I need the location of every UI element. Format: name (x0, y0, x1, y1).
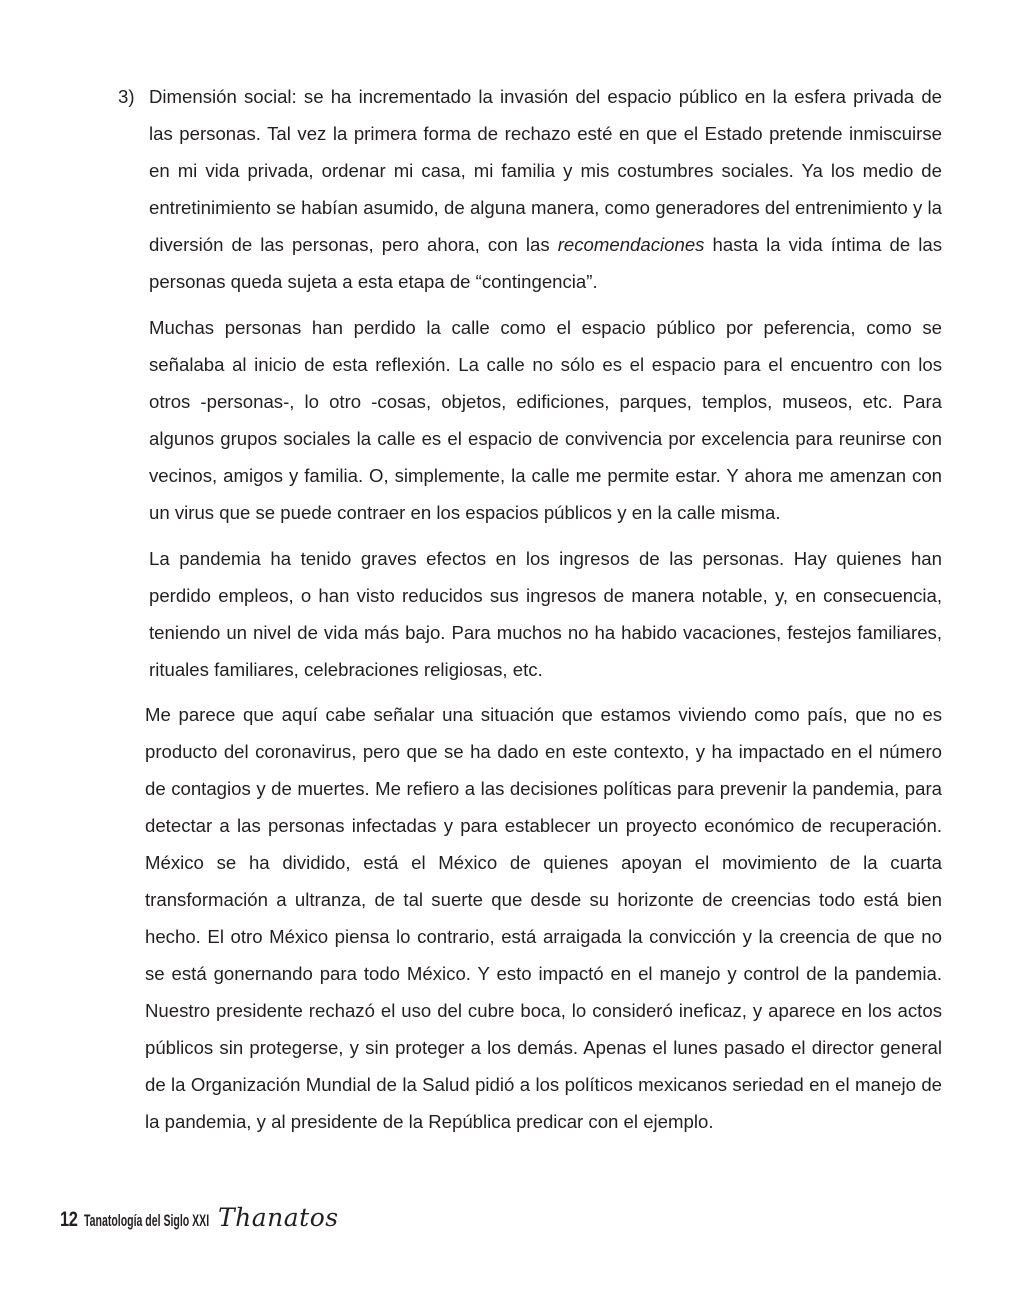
paragraph-political-decisions: Me parece que aquí cabe señalar una situación que estamos viviendo como país, que no es producto del coronavirus, pero que se ha dado en este contexto, y ha impactado en el número de contagios y de muertes. Me refiero a las decisiones políticas para prevenir la pandemia, para detectar a las personas infectadas y para establecer un proyecto económico de recuperación. México se ha dividido, está el México de quienes apoyan el movimiento de la cuarta transformación a ultranza, de tal suerte que desde su horizonte de creencias todo está bien hecho. El otro México piensa lo contrario, está arraigada la convicción y la creencia de que no se está gonernando para todo México. Y esto impactó en el manejo y control de la pandemia. Nuestro presidente rechazó el uso del cubre boca, lo consideró ineficaz, y aparece en los actos públicos sin protegerse, y sin proteger a los demás. Apenas el lunes pasado el director general de la Organización Mundial de la Salud pidió a los políticos mexicanos seriedad en el manejo de la pandemia, y al presidente de la República predicar con el ejemplo. (145, 704, 942, 1132)
paragraph-text: Dimensión social: se ha incrementado la invasión del espacio público en la esfera privada de las personas. Tal vez la primera forma de rechazo esté en que el Estado pretende inmiscuirse en mi vida privada, ordenar mi casa, mi familia y mis costumbres sociales. Ya los medio de entretinimiento se habían asumido, de alguna manera, como generadores del entrenimiento y la diversión de las personas, pero ahora, con las (149, 86, 942, 255)
italic-emphasis: recomendaciones (557, 234, 705, 255)
paragraph-income-effects: La pandemia ha tenido graves efectos en los ingresos de las personas. Hay quienes han perdido empleos, o han visto reducidos sus ingresos de manera notable, y, en consecuencia, teniendo un nivel de vida más bajo. Para muchos no ha habido vacaciones, festejos familiares, rituales familiares, celebraciones religiosas, etc. (149, 548, 942, 680)
journal-name: Tanatología del Siglo XXI (84, 1211, 210, 1230)
paragraph-social-dimension (149, 78, 942, 300)
list-item-body (149, 78, 942, 688)
list-number: 3) (118, 86, 135, 107)
paragraph-public-space: Muchas personas han perdido la calle como el espacio público por peferencia, como se señalaba al inicio de esta reflexión. La calle no sólo es el espacio para el encuentro con los otros -personas-, lo otro -cosas, objetos, edificiones, parques, templos, museos, etc. Para algunos grupos sociales la calle es el espacio de convivencia por excelencia para reunirse con vecinos, amigos y familia. O, simplemente, la calle me permite estar. Y ahora me amenzan con un virus que se puede contraer en los espacios públicos y en la calle misma. (149, 317, 942, 523)
page-number: 12 (60, 1208, 78, 1231)
numbered-list-item (118, 78, 942, 688)
journal-brand-logo: Thanatos (218, 1203, 339, 1232)
page-footer (60, 1203, 339, 1237)
paragraph-text: hasta la vida íntima de las personas queda sujeta a esta etapa de “contingencia”. (149, 234, 943, 292)
